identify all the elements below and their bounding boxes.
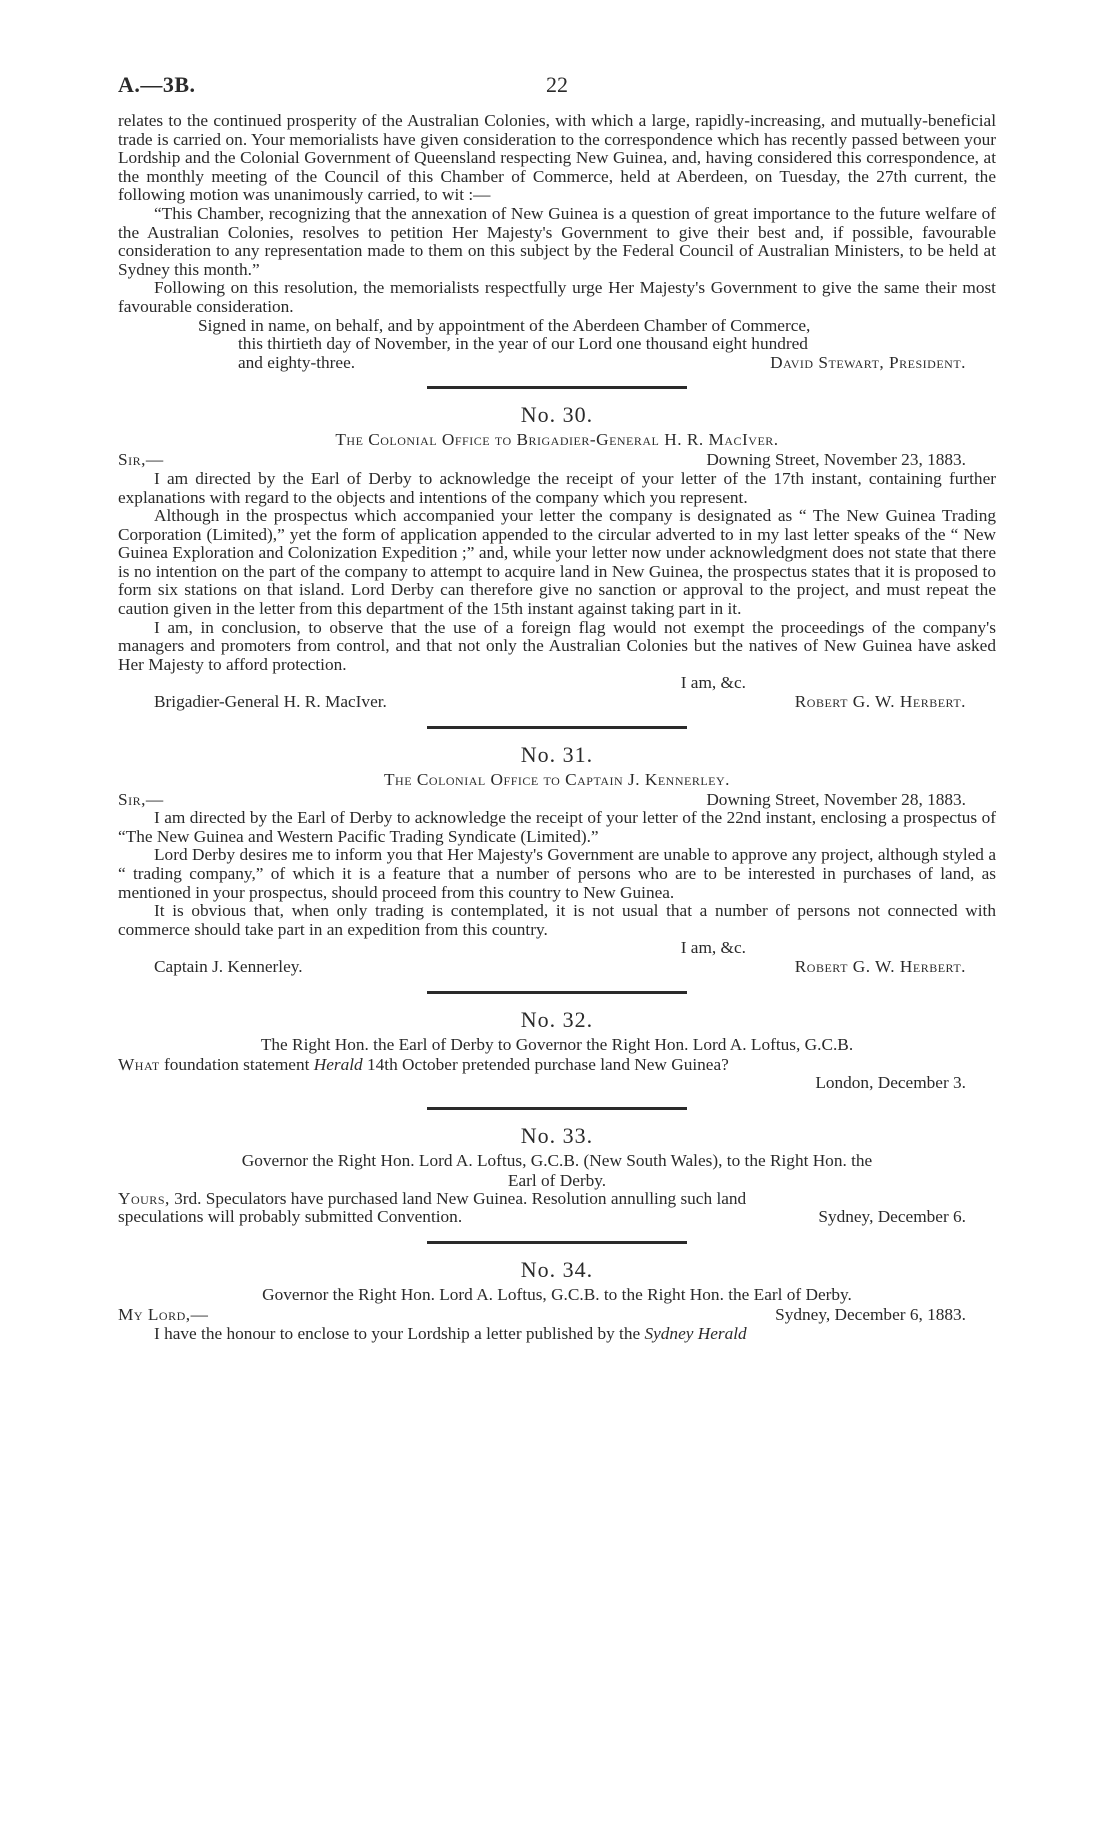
telegram-lead-word: Yours, — [118, 1188, 170, 1208]
memorial-section — [118, 112, 996, 1343]
telegram-title-32: The Right Hon. the Earl of Derby to Governor the Right Hon. Lord A. Loftus, G.C.B. — [260, 1034, 854, 1054]
letter-paragraph: It is obvious that, when only trading is contemplated, it is not usual that a number of persons not connected with commerce should take part in an expedition from this country. — [118, 901, 996, 939]
memorial-paragraph: relates to the continued prosperity of the Australian Colonies, with which a large, rapidly-increasing, and mutually-beneficial trade is carried on. Your memorialists have given consideration to the correspondence which has recently passed between your Lordship and the Colonial Government of Queensland respecting New Guinea, and, having considered this correspondence, at the monthly meeting of the Council of this Chamber of Commerce, held at Aberdeen, on Tuesday, the 27th current, the following motion was unanimously carried, to wit :— — [118, 111, 996, 205]
section-divider — [427, 991, 687, 994]
memorial-signed-line: Signed in name, on behalf, and by appointment of the Aberdeen Chamber of Commerce, — [198, 315, 811, 335]
telegram-title-33: Governor the Right Hon. Lord A. Loftus, G.C.B. (New South Wales), to the Right Hon. the — [241, 1150, 873, 1170]
letter-number-34: No. 34. — [520, 1256, 594, 1282]
letter-title-34: Governor the Right Hon. Lord A. Loftus, G.C.B. to the Right Hon. the Earl of Derby. — [262, 1284, 852, 1304]
telegram-text: speculations will probably submitted Convention. — [118, 1207, 463, 1227]
dateline: Sydney, December 6, 1883. — [775, 1304, 966, 1324]
telegram-text: foundation statement — [159, 1054, 314, 1074]
telegram-text: 14th October pretended purchase land New Guinea? — [362, 1054, 729, 1074]
signatory: Robert G. W. Herbert. — [794, 692, 966, 712]
letter-title-31: The Colonial Office to Captain J. Kennerley. — [384, 769, 730, 789]
section-divider — [427, 386, 687, 389]
telegram-title-33-cont: Earl of Derby. — [507, 1170, 607, 1190]
letter-title-30: The Colonial Office to Brigadier-General H. R. MacIver. — [335, 430, 779, 450]
section-divider — [427, 726, 687, 729]
memorial-signed-line: and eighty-three. — [238, 352, 356, 372]
page-number: 22 — [546, 72, 568, 97]
letter-paragraph: I am directed by the Earl of Derby to acknowledge the receipt of your letter of the 17th instant, containing further explanations with regard to the objects and intentions of the company which you represent. — [118, 468, 996, 507]
closing: I am, &c. — [680, 938, 746, 958]
letter-number-32: No. 32. — [520, 1006, 594, 1032]
salutation: Sir,— — [118, 789, 164, 809]
telegram-lead-word: What — [118, 1054, 160, 1074]
salutation: Sir,— — [118, 450, 164, 470]
dateline: Downing Street, November 23, 1883. — [706, 450, 966, 470]
sydney-herald: Sydney Herald — [644, 1323, 747, 1343]
paper-reference: A.—3B. — [118, 72, 196, 97]
memorial-signed-line: this thirtieth day of November, in the year of our Lord one thousand eight hundred — [238, 334, 808, 354]
letter-number-33: No. 33. — [520, 1122, 594, 1148]
signatory: Robert G. W. Herbert. — [794, 956, 966, 976]
telegram-herald: Herald — [313, 1054, 363, 1074]
memorial-signatory: David Stewart, President. — [770, 352, 966, 372]
letter-paragraph: I am, in conclusion, to observe that the use of a foreign flag would not exempt the proceedings of the company's managers and promoters from control, and that not only the Australian Colonies but the natives of New Guinea have asked Her Majesty to afford protection. — [118, 617, 996, 674]
section-divider — [427, 1241, 687, 1244]
dateline: London, December 3. — [815, 1073, 966, 1093]
letter-number-31: No. 31. — [520, 741, 594, 767]
salutation: My Lord,— — [118, 1304, 209, 1324]
dateline: Downing Street, November 28, 1883. — [706, 789, 966, 809]
telegram-text: 3rd. Speculators have purchased land New Guinea. Resolution annulling such land — [169, 1188, 747, 1208]
letter-paragraph: I am directed by the Earl of Derby to acknowledge the receipt of your letter of the 22nd instant, enclosing a prospectus of “The New Guinea and Western Pacific Trading Syndicate (Limited).” — [118, 808, 996, 846]
dateline: Sydney, December 6. — [818, 1207, 966, 1227]
letter-number-30: No. 30. — [520, 402, 594, 428]
memorial-paragraph: Following on this resolution, the memorialists respectfully urge Her Majesty's Government to give the same their most favourable consideration. — [118, 278, 996, 316]
letter-text: I have the honour to enclose to your Lordship a letter published by the — [154, 1323, 645, 1343]
letter-paragraph: Lord Derby desires me to inform you that Her Majesty's Government are unable to approve any project, although styled a “ trading company,” of which it is a feature that a number of persons who are to be interested in purchases of land, as mentioned in your prospectus, should proceed from this country to New Guinea. — [118, 845, 996, 902]
closing: I am, &c. — [680, 673, 746, 693]
page-header — [118, 72, 996, 102]
addressee: Brigadier-General H. R. MacIver. — [154, 692, 387, 712]
section-divider — [427, 1107, 687, 1110]
letter-paragraph: Although in the prospectus which accompanied your letter the company is designated as “ The New Guinea Trading Corporation (Limited),” yet the form of application appended to the circular adverted to in my last letter speaks of the “ New Guinea Exploration and Colonization Expedition ;” and, while your letter now under acknowledgment does not state that there is no intention on the part of the company to attempt to acquire land in New Guinea, the prospectus states that it is proposed to form six stations on that island. Lord Derby can therefore give no sanction or approval to the project, and must repeat the caution given in the letter from this department of the 15th instant against taking part in it. — [118, 506, 996, 619]
memorial-resolution-quote: “This Chamber, recognizing that the annexation of New Guinea is a question of great importance to the future welfare of the Australian Colonies, resolves to petition Her Majesty's Government to give their best and, if possible, favourable consideration to any representation made to them on this subject by the Federal Council of Australian Ministers, to be held at Sydney this month.” — [118, 203, 996, 279]
addressee: Captain J. Kennerley. — [154, 956, 303, 976]
